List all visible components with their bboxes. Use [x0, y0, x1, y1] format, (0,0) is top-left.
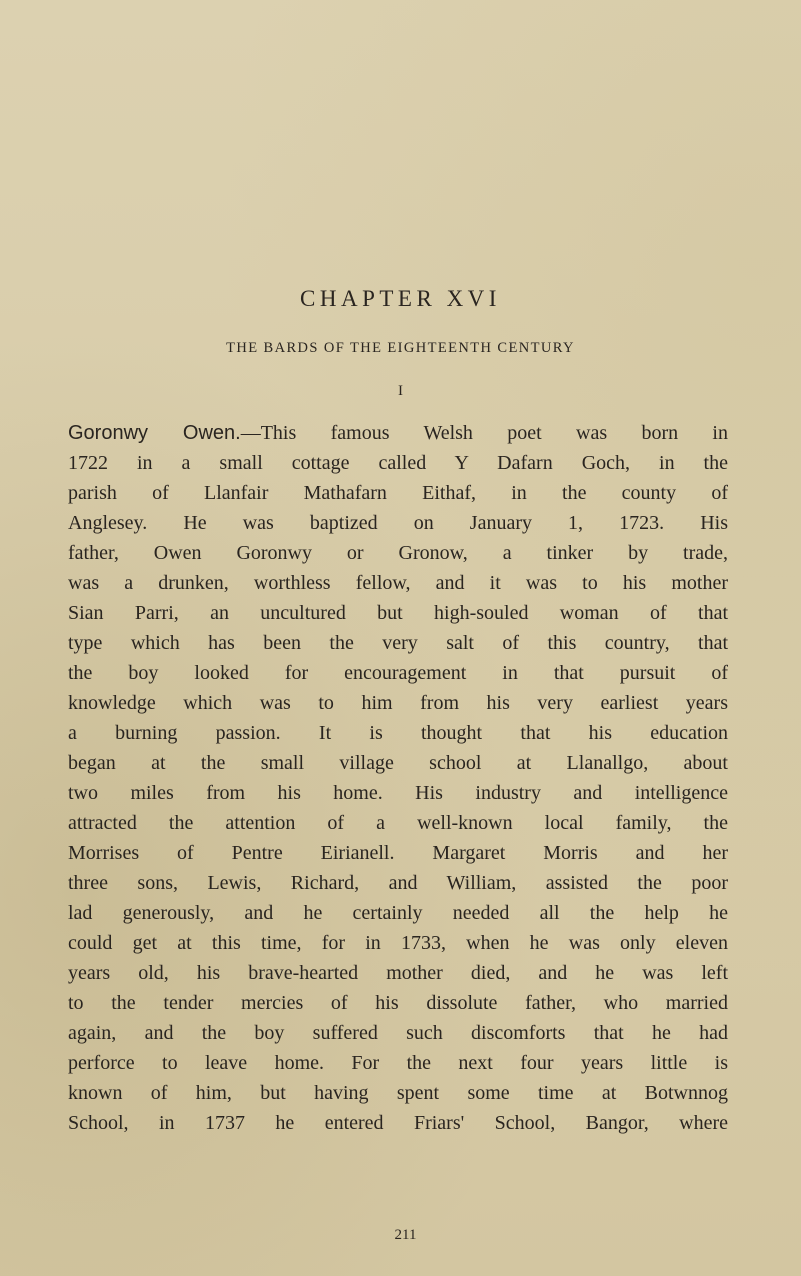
text-line: Morrises of Pentre Eirianell. Margaret Morris and her — [68, 842, 728, 864]
text-line: Sian Parri, an uncultured but high-souled woman of that — [68, 602, 728, 624]
text-line: lad generously, and he certainly needed all the help he — [68, 902, 728, 924]
text-line: could get at this time, for in 1733, when he was only eleven — [68, 932, 728, 954]
section-numeral: I — [398, 383, 403, 399]
text-line: to the tender mercies of his dissolute father, who married — [68, 992, 728, 1014]
lead-name: Goronwy Owen. — [68, 422, 241, 444]
text-line: attracted the attention of a well-known local family, the — [68, 812, 728, 834]
text-line: again, and the boy suffered such discomforts that he had — [68, 1022, 728, 1044]
line-text: —This famous Welsh poet was born in — [240, 422, 728, 444]
text-line: type which has been the very salt of this country, that — [68, 632, 728, 654]
body-paragraph — [68, 418, 728, 1138]
text-line: father, Owen Goronwy or Gronow, a tinker by trade, — [68, 542, 728, 564]
text-line: a burning passion. It is thought that his education — [68, 722, 728, 744]
chapter-subtitle: THE BARDS OF THE EIGHTEENTH CENTURY — [226, 340, 575, 356]
chapter-title: CHAPTER XVI — [300, 286, 501, 311]
text-line: the boy looked for encouragement in that pursuit of — [68, 662, 728, 684]
text-line: School, in 1737 he entered Friars' School, Bangor, where — [68, 1112, 728, 1134]
page-number: 211 — [394, 1227, 417, 1243]
text-line: Anglesey. He was baptized on January 1, 1723. His — [68, 512, 728, 534]
text-line: three sons, Lewis, Richard, and William, assisted the poor — [68, 872, 728, 894]
text-line: knowledge which was to him from his very earliest years — [68, 692, 728, 714]
text-line: perforce to leave home. For the next four years little is — [68, 1052, 728, 1074]
text-line: two miles from his home. His industry and intelligence — [68, 782, 728, 804]
text-line: known of him, but having spent some time at Botwnnog — [68, 1082, 728, 1104]
text-line: years old, his brave-hearted mother died, and he was left — [68, 962, 728, 984]
text-line: began at the small village school at Llanallgo, about — [68, 752, 728, 774]
text-line: parish of Llanfair Mathafarn Eithaf, in the county of — [68, 482, 728, 504]
text-line: 1722 in a small cottage called Y Dafarn Goch, in the — [68, 452, 728, 474]
text-line: was a drunken, worthless fellow, and it was to his mother — [68, 572, 728, 594]
text-line — [68, 418, 728, 448]
